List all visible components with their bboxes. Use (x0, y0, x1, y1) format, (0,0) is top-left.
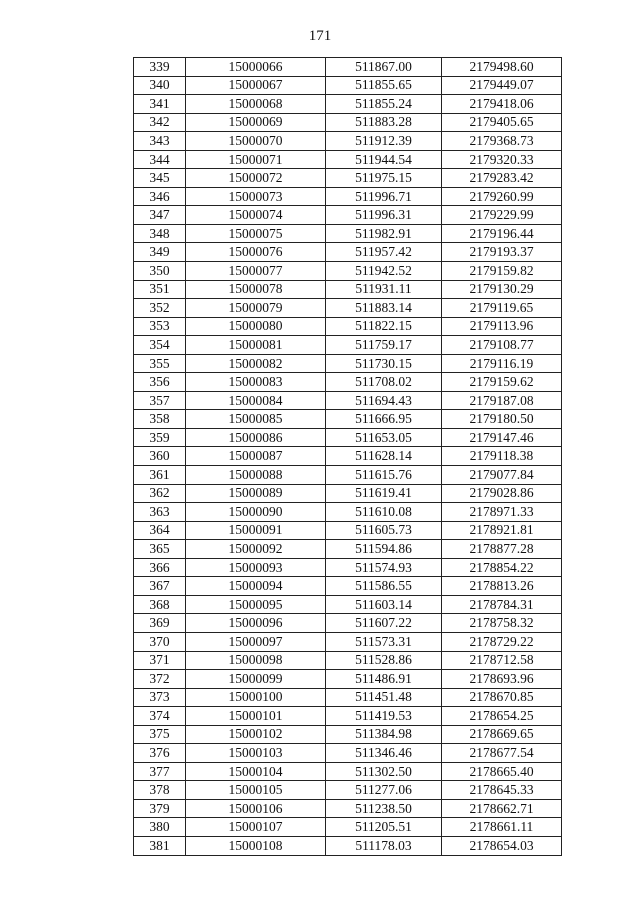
page-number: 171 (308, 28, 332, 44)
point-id-cell: 15000089 (186, 484, 326, 503)
table-row (134, 577, 562, 596)
row-index-cell: 339 (134, 58, 186, 77)
y-coordinate-cell: 2178758.32 (442, 614, 562, 633)
x-coordinate-cell: 511574.93 (326, 558, 442, 577)
row-index-cell: 341 (134, 95, 186, 114)
y-coordinate-cell: 2179159.62 (442, 373, 562, 392)
y-coordinate-cell: 2178669.65 (442, 725, 562, 744)
table-row (134, 521, 562, 540)
y-coordinate-cell: 2179187.08 (442, 391, 562, 410)
table-row (134, 224, 562, 243)
point-id-cell: 15000084 (186, 391, 326, 410)
x-coordinate-cell: 511607.22 (326, 614, 442, 633)
table-row (134, 632, 562, 651)
point-id-cell: 15000103 (186, 744, 326, 763)
y-coordinate-cell: 2179260.99 (442, 187, 562, 206)
row-index-cell: 351 (134, 280, 186, 299)
y-coordinate-cell: 2178784.31 (442, 595, 562, 614)
table-row (134, 58, 562, 77)
y-coordinate-cell: 2179159.82 (442, 262, 562, 281)
row-index-cell: 358 (134, 410, 186, 429)
row-index-cell: 354 (134, 336, 186, 355)
row-index-cell: 340 (134, 76, 186, 95)
y-coordinate-cell: 2178645.33 (442, 781, 562, 800)
x-coordinate-cell: 511822.15 (326, 317, 442, 336)
row-index-cell: 381 (134, 836, 186, 855)
row-index-cell: 367 (134, 577, 186, 596)
y-coordinate-cell: 2179113.96 (442, 317, 562, 336)
table-row (134, 280, 562, 299)
point-id-cell: 15000100 (186, 688, 326, 707)
x-coordinate-cell: 511573.31 (326, 632, 442, 651)
row-index-cell: 362 (134, 484, 186, 503)
table-row (134, 354, 562, 373)
point-id-cell: 15000068 (186, 95, 326, 114)
table-row (134, 836, 562, 855)
y-coordinate-cell: 2178729.22 (442, 632, 562, 651)
x-coordinate-cell: 511867.00 (326, 58, 442, 77)
x-coordinate-cell: 511615.76 (326, 466, 442, 485)
row-index-cell: 376 (134, 744, 186, 763)
row-index-cell: 345 (134, 169, 186, 188)
x-coordinate-cell: 511996.31 (326, 206, 442, 225)
point-id-cell: 15000098 (186, 651, 326, 670)
x-coordinate-cell: 511996.71 (326, 187, 442, 206)
x-coordinate-cell: 511277.06 (326, 781, 442, 800)
point-id-cell: 15000067 (186, 76, 326, 95)
point-id-cell: 15000092 (186, 540, 326, 559)
point-id-cell: 15000071 (186, 150, 326, 169)
table-row (134, 466, 562, 485)
table-row (134, 447, 562, 466)
x-coordinate-cell: 511883.28 (326, 113, 442, 132)
point-id-cell: 15000076 (186, 243, 326, 262)
row-index-cell: 353 (134, 317, 186, 336)
x-coordinate-cell: 511486.91 (326, 670, 442, 689)
table-row (134, 336, 562, 355)
row-index-cell: 375 (134, 725, 186, 744)
x-coordinate-cell: 511205.51 (326, 818, 442, 837)
x-coordinate-cell: 511302.50 (326, 762, 442, 781)
y-coordinate-cell: 2179449.07 (442, 76, 562, 95)
y-coordinate-cell: 2178665.40 (442, 762, 562, 781)
row-index-cell: 349 (134, 243, 186, 262)
point-id-cell: 15000099 (186, 670, 326, 689)
y-coordinate-cell: 2179229.99 (442, 206, 562, 225)
table-row (134, 484, 562, 503)
point-id-cell: 15000072 (186, 169, 326, 188)
point-id-cell: 15000091 (186, 521, 326, 540)
x-coordinate-cell: 511603.14 (326, 595, 442, 614)
point-id-cell: 15000080 (186, 317, 326, 336)
point-id-cell: 15000106 (186, 799, 326, 818)
point-id-cell: 15000070 (186, 132, 326, 151)
y-coordinate-cell: 2178693.96 (442, 670, 562, 689)
point-id-cell: 15000105 (186, 781, 326, 800)
table-row (134, 762, 562, 781)
x-coordinate-cell: 511708.02 (326, 373, 442, 392)
point-id-cell: 15000102 (186, 725, 326, 744)
x-coordinate-cell: 511931.11 (326, 280, 442, 299)
y-coordinate-cell: 2179108.77 (442, 336, 562, 355)
point-id-cell: 15000096 (186, 614, 326, 633)
row-index-cell: 361 (134, 466, 186, 485)
table-row (134, 391, 562, 410)
y-coordinate-cell: 2179368.73 (442, 132, 562, 151)
table-row (134, 299, 562, 318)
row-index-cell: 368 (134, 595, 186, 614)
table-row (134, 95, 562, 114)
y-coordinate-cell: 2178877.28 (442, 540, 562, 559)
table-row (134, 428, 562, 447)
table-row (134, 262, 562, 281)
point-id-cell: 15000075 (186, 224, 326, 243)
x-coordinate-cell: 511238.50 (326, 799, 442, 818)
x-coordinate-cell: 511942.52 (326, 262, 442, 281)
x-coordinate-cell: 511653.05 (326, 428, 442, 447)
table-row (134, 540, 562, 559)
row-index-cell: 372 (134, 670, 186, 689)
point-id-cell: 15000078 (186, 280, 326, 299)
point-id-cell: 15000066 (186, 58, 326, 77)
table-row (134, 243, 562, 262)
y-coordinate-cell: 2178813.26 (442, 577, 562, 596)
table-row (134, 688, 562, 707)
table-row (134, 651, 562, 670)
x-coordinate-cell: 511594.86 (326, 540, 442, 559)
table-row (134, 317, 562, 336)
table-row (134, 595, 562, 614)
y-coordinate-cell: 2179028.86 (442, 484, 562, 503)
point-id-cell: 15000094 (186, 577, 326, 596)
row-index-cell: 343 (134, 132, 186, 151)
table-row (134, 558, 562, 577)
x-coordinate-cell: 511944.54 (326, 150, 442, 169)
table-row (134, 113, 562, 132)
x-coordinate-cell: 511912.39 (326, 132, 442, 151)
x-coordinate-cell: 511384.98 (326, 725, 442, 744)
point-id-cell: 15000104 (186, 762, 326, 781)
coordinates-table (133, 57, 562, 856)
x-coordinate-cell: 511528.86 (326, 651, 442, 670)
coordinates-table-body (134, 58, 562, 856)
point-id-cell: 15000074 (186, 206, 326, 225)
x-coordinate-cell: 511759.17 (326, 336, 442, 355)
y-coordinate-cell: 2179196.44 (442, 224, 562, 243)
y-coordinate-cell: 2178670.85 (442, 688, 562, 707)
point-id-cell: 15000085 (186, 410, 326, 429)
y-coordinate-cell: 2179130.29 (442, 280, 562, 299)
y-coordinate-cell: 2179498.60 (442, 58, 562, 77)
x-coordinate-cell: 511346.46 (326, 744, 442, 763)
row-index-cell: 374 (134, 707, 186, 726)
table-row (134, 373, 562, 392)
table-row (134, 169, 562, 188)
row-index-cell: 370 (134, 632, 186, 651)
point-id-cell: 15000108 (186, 836, 326, 855)
point-id-cell: 15000087 (186, 447, 326, 466)
row-index-cell: 357 (134, 391, 186, 410)
y-coordinate-cell: 2179119.65 (442, 299, 562, 318)
table-row (134, 799, 562, 818)
point-id-cell: 15000081 (186, 336, 326, 355)
table-row (134, 707, 562, 726)
row-index-cell: 378 (134, 781, 186, 800)
row-index-cell: 371 (134, 651, 186, 670)
y-coordinate-cell: 2178654.03 (442, 836, 562, 855)
y-coordinate-cell: 2179180.50 (442, 410, 562, 429)
x-coordinate-cell: 511586.55 (326, 577, 442, 596)
y-coordinate-cell: 2178921.81 (442, 521, 562, 540)
row-index-cell: 369 (134, 614, 186, 633)
x-coordinate-cell: 511982.91 (326, 224, 442, 243)
x-coordinate-cell: 511610.08 (326, 503, 442, 522)
x-coordinate-cell: 511694.43 (326, 391, 442, 410)
table-row (134, 150, 562, 169)
y-coordinate-cell: 2179418.06 (442, 95, 562, 114)
y-coordinate-cell: 2178661.11 (442, 818, 562, 837)
point-id-cell: 15000090 (186, 503, 326, 522)
row-index-cell: 352 (134, 299, 186, 318)
point-id-cell: 15000079 (186, 299, 326, 318)
table-row (134, 410, 562, 429)
table-row (134, 744, 562, 763)
x-coordinate-cell: 511855.65 (326, 76, 442, 95)
row-index-cell: 365 (134, 540, 186, 559)
row-index-cell: 347 (134, 206, 186, 225)
table-row (134, 132, 562, 151)
table-row (134, 670, 562, 689)
point-id-cell: 15000095 (186, 595, 326, 614)
y-coordinate-cell: 2179116.19 (442, 354, 562, 373)
point-id-cell: 15000073 (186, 187, 326, 206)
row-index-cell: 366 (134, 558, 186, 577)
table-row (134, 503, 562, 522)
x-coordinate-cell: 511883.14 (326, 299, 442, 318)
x-coordinate-cell: 511451.48 (326, 688, 442, 707)
x-coordinate-cell: 511666.95 (326, 410, 442, 429)
row-index-cell: 348 (134, 224, 186, 243)
point-id-cell: 15000077 (186, 262, 326, 281)
row-index-cell: 380 (134, 818, 186, 837)
y-coordinate-cell: 2179283.42 (442, 169, 562, 188)
table-row (134, 187, 562, 206)
y-coordinate-cell: 2179077.84 (442, 466, 562, 485)
y-coordinate-cell: 2178712.58 (442, 651, 562, 670)
y-coordinate-cell: 2178677.54 (442, 744, 562, 763)
row-index-cell: 377 (134, 762, 186, 781)
row-index-cell: 373 (134, 688, 186, 707)
row-index-cell: 360 (134, 447, 186, 466)
x-coordinate-cell: 511178.03 (326, 836, 442, 855)
y-coordinate-cell: 2179405.65 (442, 113, 562, 132)
row-index-cell: 355 (134, 354, 186, 373)
table-row (134, 725, 562, 744)
y-coordinate-cell: 2178854.22 (442, 558, 562, 577)
row-index-cell: 346 (134, 187, 186, 206)
row-index-cell: 364 (134, 521, 186, 540)
row-index-cell: 379 (134, 799, 186, 818)
row-index-cell: 363 (134, 503, 186, 522)
y-coordinate-cell: 2178971.33 (442, 503, 562, 522)
point-id-cell: 15000086 (186, 428, 326, 447)
x-coordinate-cell: 511975.15 (326, 169, 442, 188)
row-index-cell: 344 (134, 150, 186, 169)
table-row (134, 781, 562, 800)
x-coordinate-cell: 511730.15 (326, 354, 442, 373)
y-coordinate-cell: 2179118.38 (442, 447, 562, 466)
table-row (134, 614, 562, 633)
row-index-cell: 342 (134, 113, 186, 132)
table-row (134, 206, 562, 225)
point-id-cell: 15000097 (186, 632, 326, 651)
point-id-cell: 15000093 (186, 558, 326, 577)
x-coordinate-cell: 511628.14 (326, 447, 442, 466)
point-id-cell: 15000069 (186, 113, 326, 132)
y-coordinate-cell: 2178662.71 (442, 799, 562, 818)
y-coordinate-cell: 2179193.37 (442, 243, 562, 262)
point-id-cell: 15000083 (186, 373, 326, 392)
table-row (134, 76, 562, 95)
x-coordinate-cell: 511605.73 (326, 521, 442, 540)
x-coordinate-cell: 511419.53 (326, 707, 442, 726)
point-id-cell: 15000082 (186, 354, 326, 373)
y-coordinate-cell: 2179320.33 (442, 150, 562, 169)
point-id-cell: 15000101 (186, 707, 326, 726)
row-index-cell: 356 (134, 373, 186, 392)
table-row (134, 818, 562, 837)
row-index-cell: 350 (134, 262, 186, 281)
row-index-cell: 359 (134, 428, 186, 447)
y-coordinate-cell: 2178654.25 (442, 707, 562, 726)
x-coordinate-cell: 511619.41 (326, 484, 442, 503)
point-id-cell: 15000088 (186, 466, 326, 485)
x-coordinate-cell: 511855.24 (326, 95, 442, 114)
point-id-cell: 15000107 (186, 818, 326, 837)
y-coordinate-cell: 2179147.46 (442, 428, 562, 447)
x-coordinate-cell: 511957.42 (326, 243, 442, 262)
